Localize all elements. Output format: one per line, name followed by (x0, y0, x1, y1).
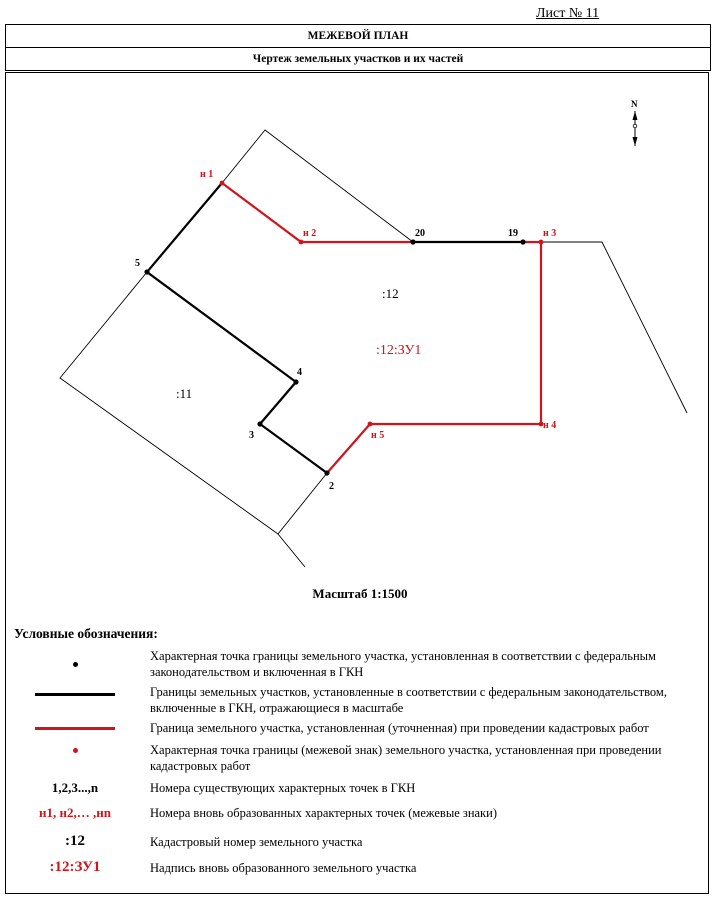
parcel-label-11: :11 (176, 386, 193, 401)
north-label: N (631, 99, 638, 109)
point-label-n5: н 5 (371, 430, 385, 441)
black-line-icon (35, 693, 115, 696)
point-label-3: 3 (249, 430, 254, 441)
neighbour-boundaries (60, 130, 687, 567)
point-4-dot (293, 379, 298, 384)
legend-symbol: н1, н2,… ,нn (39, 805, 111, 820)
point-n5-dot (368, 422, 373, 427)
legend-text: Номера существующих характерных точек в ГКН (150, 781, 416, 795)
point-label-n3: н 3 (543, 228, 557, 239)
point-3-dot (257, 421, 262, 426)
existing-boundaries (147, 183, 523, 473)
document-title: МЕЖЕВОЙ ПЛАН (307, 30, 409, 42)
point-n1-dot (220, 181, 225, 186)
north-arrow-icon (631, 99, 638, 146)
legend-text: Границы земельных участков, установленные в соответствии с федеральным законодательством, включенные в ГКН, отражающиеся в масштабе (150, 685, 667, 715)
scale-label: Масштаб 1:1500 (312, 586, 408, 601)
parcel-label-12: :12 (382, 286, 399, 301)
legend-symbol: 1,2,3...,n (51, 780, 99, 795)
point-2-dot (324, 470, 329, 475)
existing-boundary-west (147, 183, 327, 473)
new-boundary-n1-n2-20 (222, 183, 413, 242)
point-n2-dot (299, 240, 304, 245)
new-parcel-label: :12:ЗУ1 (376, 343, 422, 358)
point-n3-dot (539, 240, 544, 245)
legend-text: Кадастровый номер земельного участка (150, 835, 363, 849)
legend-title: Условные обозначения: (14, 626, 158, 641)
legend-text: Характерная точка границы земельного участка, установленная в соответствии с федеральным законодательством и включенная в ГКН (150, 649, 656, 679)
point-label-n4: н 4 (543, 420, 557, 431)
red-dot-icon (73, 748, 78, 753)
existing-point-markers (144, 239, 525, 475)
boundary-right (541, 242, 687, 413)
black-dot-icon (73, 662, 78, 667)
point-label-n1: н 1 (200, 169, 214, 180)
boundary-left (60, 272, 278, 534)
legend-text: Надпись вновь образованного земельного участка (150, 861, 417, 875)
legend-symbol: :12:ЗУ1 (49, 858, 101, 875)
point-19-dot (520, 239, 525, 244)
boundary-top (222, 130, 413, 242)
point-20-dot (410, 239, 415, 244)
point-label-n2: н 2 (303, 228, 317, 239)
legend-text: Номера вновь образованных характерных точек (межевые знаки) (150, 806, 497, 820)
point-label-19: 19 (508, 228, 518, 239)
document-subtitle: Чертеж земельных участков и их частей (6, 47, 710, 70)
red-line-icon (35, 727, 115, 730)
point-label-20: 20 (415, 228, 425, 239)
point-label-4: 4 (297, 367, 302, 378)
sheet-number: Лист № 11 (536, 6, 600, 21)
legend-symbol: :12 (65, 832, 85, 849)
point-label-5: 5 (135, 258, 140, 269)
point-5-dot (144, 269, 149, 274)
point-label-2: 2 (329, 481, 334, 492)
legend-text: Характерная точка границы (межевой знак) земельного участка, установленная при проведении кадастровых работ (150, 743, 662, 773)
legend-text: Граница земельного участка, установленная (уточненная) при проведении кадастровых работ (150, 721, 649, 735)
new-boundary-19-n3-n4-n5-2 (327, 242, 541, 473)
boundary-bottom (278, 473, 327, 567)
